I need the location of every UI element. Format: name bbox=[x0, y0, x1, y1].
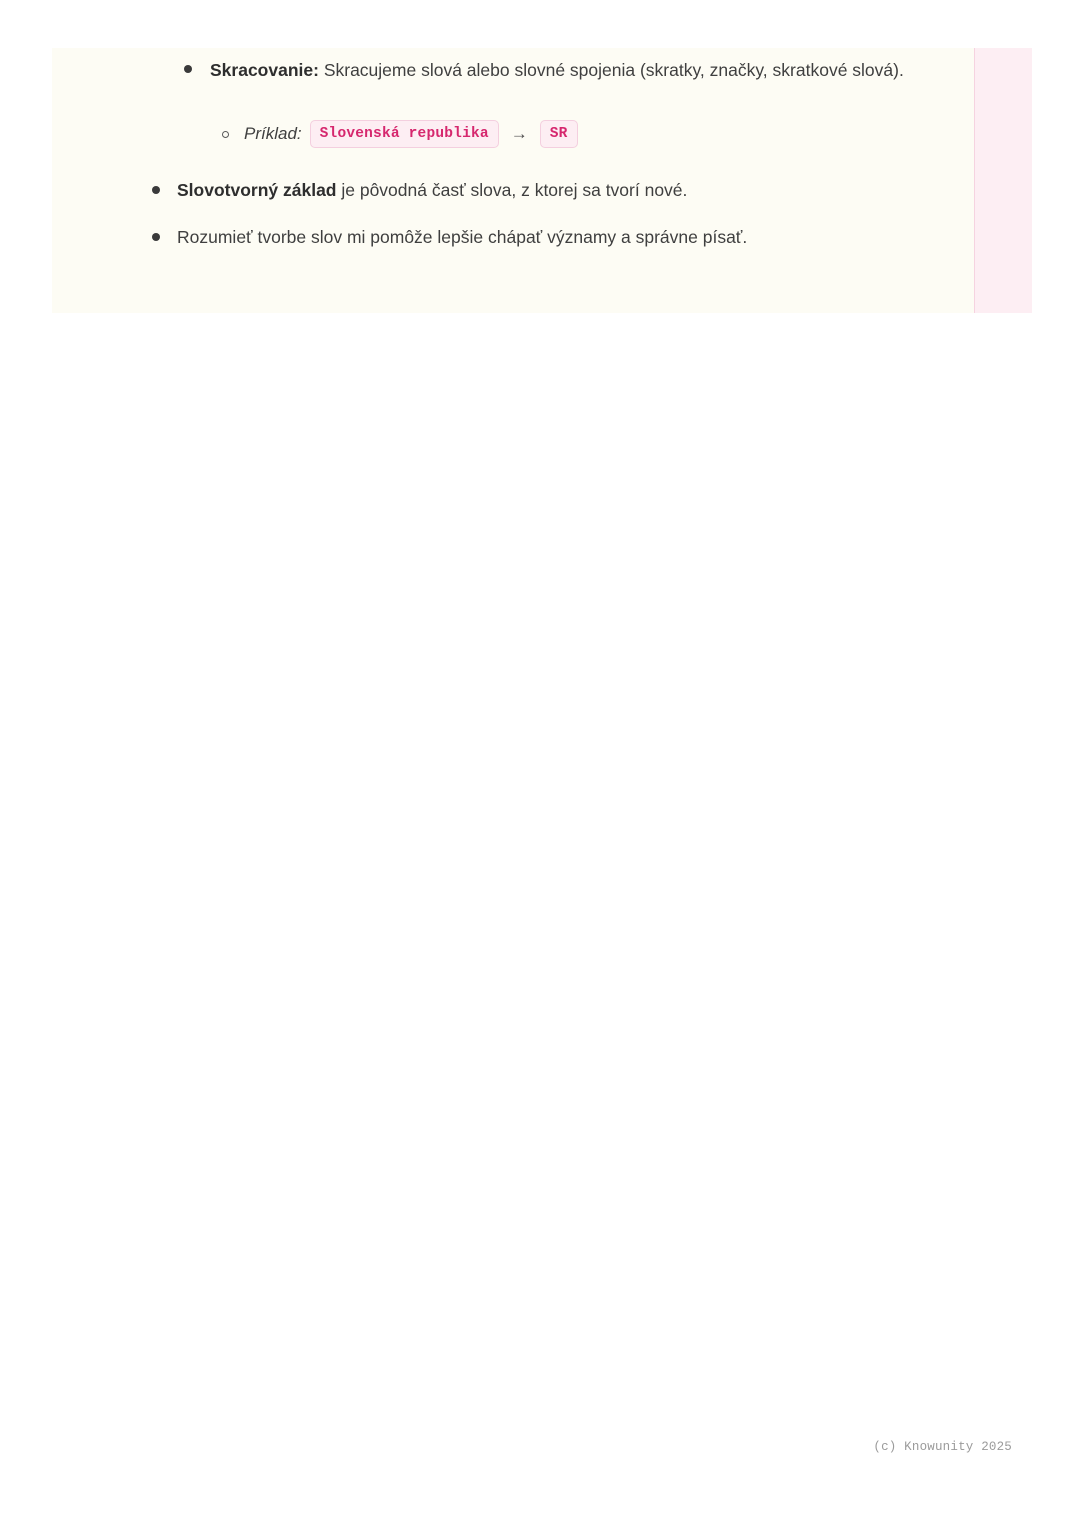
list-item bbox=[210, 54, 910, 86]
arrow-icon: → bbox=[510, 124, 528, 143]
list-item bbox=[177, 222, 977, 252]
list-item-lead: Skracovanie: bbox=[210, 60, 319, 80]
footer-copyright: (c) Knowunity 2025 bbox=[873, 1440, 1012, 1454]
bullet-marker bbox=[152, 186, 160, 194]
sub-bullet-marker bbox=[222, 131, 229, 138]
list-item bbox=[177, 175, 977, 205]
example-row bbox=[244, 120, 578, 148]
code-chip-result: SR bbox=[540, 120, 578, 148]
note-card bbox=[52, 48, 1032, 313]
list-item-text: je pôvodná časť slova, z ktorej sa tvorí nové. bbox=[336, 180, 688, 200]
code-chip-source: Slovenská republika bbox=[310, 120, 499, 148]
accent-strip bbox=[974, 48, 1032, 313]
list-item-text: Skracujeme slová alebo slovné spojenia (skratky, značky, skratkové slová). bbox=[318, 60, 904, 80]
list-item-lead: Slovotvorný základ bbox=[177, 180, 337, 200]
bullet-marker bbox=[184, 65, 192, 73]
example-label: Príklad: bbox=[244, 124, 302, 143]
list-item-text: Rozumieť tvorbe slov mi pomôže lepšie chápať významy a správne písať. bbox=[177, 227, 748, 247]
bullet-marker bbox=[152, 233, 160, 241]
